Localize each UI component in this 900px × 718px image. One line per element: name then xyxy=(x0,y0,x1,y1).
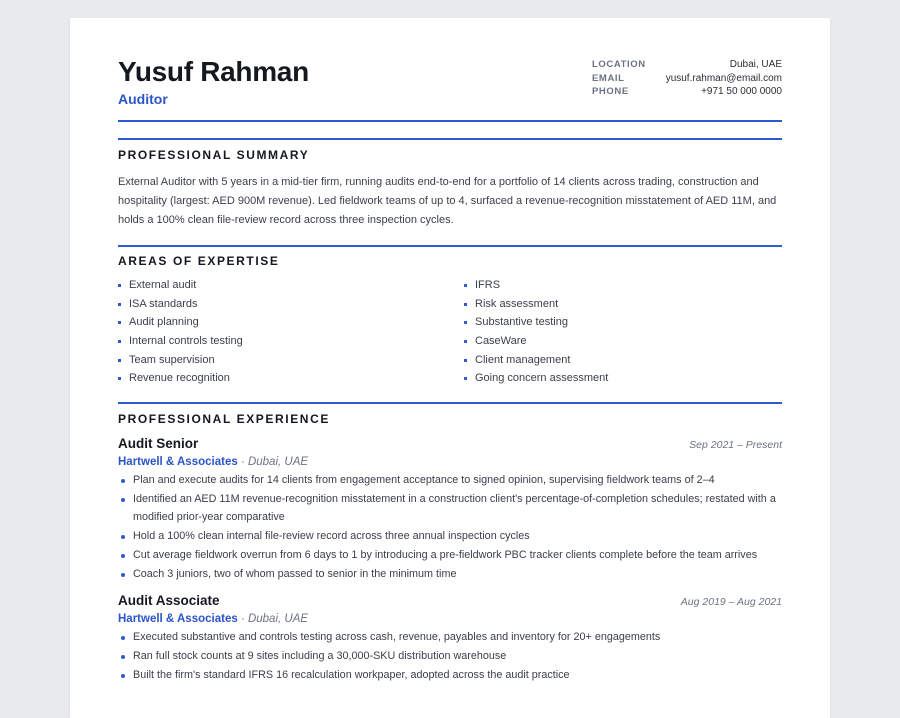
skill-item: CaseWare xyxy=(464,332,608,351)
company-name: Hartwell & Associates xyxy=(118,613,238,625)
summary-heading: PROFESSIONAL SUMMARY xyxy=(118,148,310,162)
job-title: Audit Associate xyxy=(118,593,220,608)
list-item: Executed substantive and controls testing across cash, revenue, payables and inventory for 20+ engagements xyxy=(118,629,782,647)
skill-item: Revenue recognition xyxy=(118,369,243,388)
job-location: · Dubai, UAE xyxy=(240,613,309,625)
job-header xyxy=(118,593,782,611)
section-divider xyxy=(118,245,782,247)
contact-location xyxy=(592,58,782,72)
experience-heading: PROFESSIONAL EXPERIENCE xyxy=(118,412,330,426)
list-item: Hold a 100% clean internal file-review record across three annual inspection cycles xyxy=(118,528,782,546)
job-location: · Dubai, UAE xyxy=(240,456,309,468)
skill-item: Audit planning xyxy=(118,313,243,332)
resume-page xyxy=(70,18,830,718)
skill-item: Team supervision xyxy=(118,351,243,370)
candidate-role: Auditor xyxy=(118,91,168,107)
list-item: Plan and execute audits for 14 clients from engagement acceptance to signed opinion, supervising fieldwork teams of 2–4 xyxy=(118,472,782,490)
job-employer xyxy=(118,454,782,470)
skill-item: IFRS xyxy=(464,276,608,295)
job-bullets xyxy=(118,629,782,685)
skill-item: External audit xyxy=(118,276,243,295)
skill-item: Client management xyxy=(464,351,608,370)
job-title: Audit Senior xyxy=(118,436,199,451)
expertise-column-right xyxy=(464,276,608,388)
list-item: Identified an AED 11M revenue-recognition misstatement in a construction client's percentage-of-completion schedules; restated with a modified prior-year comparative xyxy=(118,491,782,526)
job-entry xyxy=(118,593,782,686)
candidate-name: Yusuf Rahman xyxy=(118,56,309,87)
job-dates: Aug 2019 – Aug 2021 xyxy=(680,596,782,608)
job-header xyxy=(118,436,782,454)
skill-item: ISA standards xyxy=(118,295,243,314)
list-item: Ran full stock counts at 9 sites including a 30,000-SKU distribution warehouse xyxy=(118,648,782,666)
contact-value[interactable]: yusuf.rahman@email.com xyxy=(665,72,782,84)
contact-phone xyxy=(592,85,782,99)
header-divider xyxy=(118,120,782,122)
job-employer xyxy=(118,611,782,627)
contact-label: EMAIL xyxy=(592,72,625,84)
contact-value: +971 50 000 0000 xyxy=(701,86,782,97)
list-item: Cut average fieldwork overrun from 6 days to 1 by introducing a pre-fieldwork PBC tracker clients complete before the team arrives xyxy=(118,547,782,565)
skill-item: Going concern assessment xyxy=(464,369,608,388)
summary-text: External Auditor with 5 years in a mid-tier firm, running audits end-to-end for a portfolio of 14 clients across trading, construction and hospitality (largest: AED 900M revenue). Led fieldwork teams of up to 4, surfaced a revenue-recognition misstatement of AED 11M, and holds a 100% clean file-review record across three inspection cycles. xyxy=(118,176,777,226)
skill-item: Internal controls testing xyxy=(118,332,243,351)
job-dates: Sep 2021 – Present xyxy=(689,439,782,451)
job-entry xyxy=(118,436,782,585)
expertise-column-left xyxy=(118,276,243,388)
contact-label: LOCATION xyxy=(592,59,646,70)
contact-block xyxy=(592,58,782,99)
list-item: Coach 3 juniors, two of whom passed to senior in the minimum time xyxy=(118,566,782,584)
section-divider xyxy=(118,138,782,140)
contact-value: Dubai, UAE xyxy=(729,59,782,70)
section-divider xyxy=(118,402,782,404)
contact-email xyxy=(592,72,782,86)
contact-label: PHONE xyxy=(592,86,629,97)
skill-item: Substantive testing xyxy=(464,313,608,332)
skill-item: Risk assessment xyxy=(464,295,608,314)
list-item: Built the firm's standard IFRS 16 recalculation workpaper, adopted across the audit practice xyxy=(118,667,782,685)
job-bullets xyxy=(118,472,782,583)
company-name: Hartwell & Associates xyxy=(118,456,238,468)
expertise-heading: AREAS OF EXPERTISE xyxy=(118,254,280,268)
